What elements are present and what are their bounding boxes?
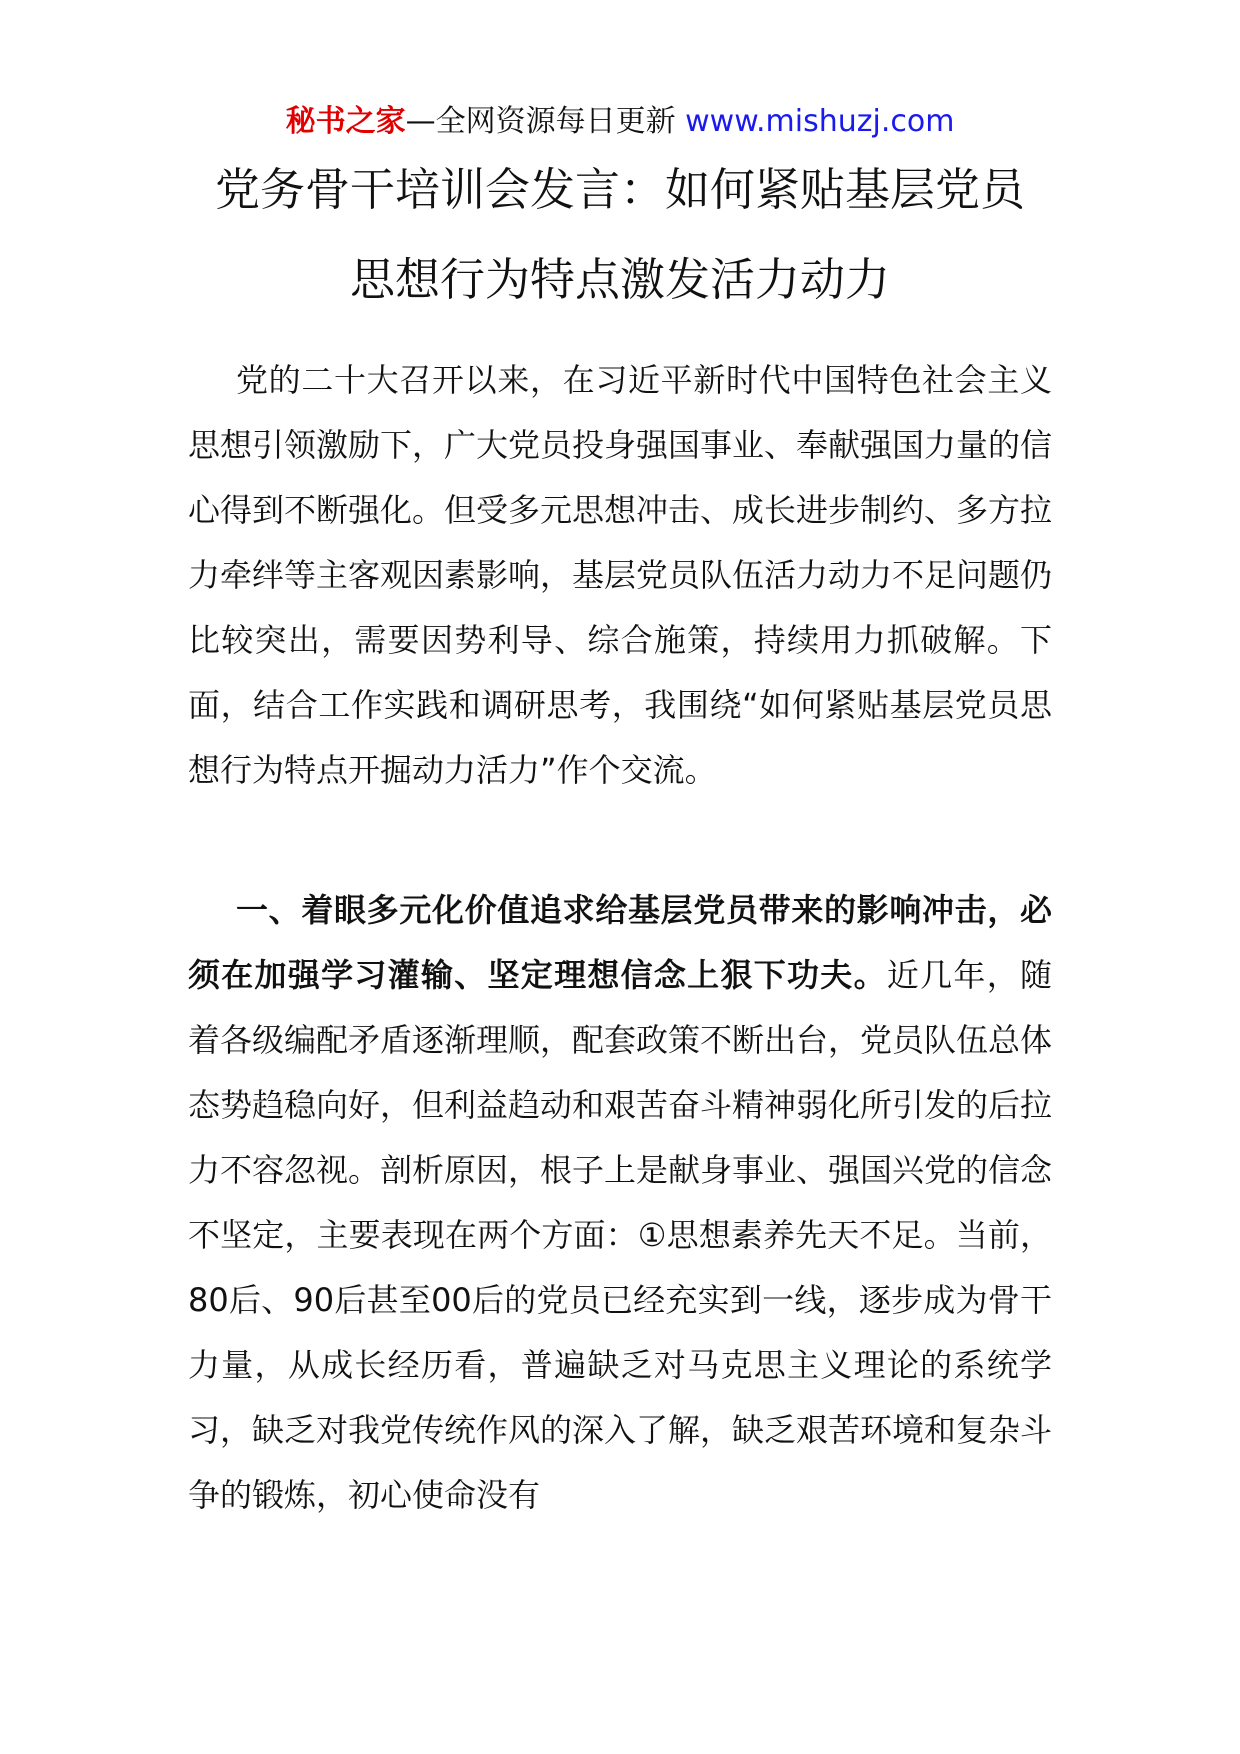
document-title-line-2: 思想行为特点激发活力动力 bbox=[349, 253, 890, 306]
header-url-link[interactable]: www.mishuzj.com bbox=[685, 104, 955, 139]
section-1-body: 近几年，随着各级编配矛盾逐渐理顺，配套政策不断出台，党员队伍总体态势趋稳向好，但利益趋动和艰苦奋斗精神弱化所引发的后拉力不容忽视。剖析原因，根子上是献身事业、强国兴党的信念不坚定，主要表现在两个方面：①思想素养先天不足。当前，80后、90后甚至00后的党员已经充实到一线，逐步成为骨干力量，从成长经历看，普遍缺乏对马克思主义理论的系统学习，缺乏对我党传统作风的深入了解，缺乏艰苦环境和复杂斗争的锻炼，初心使命没有 bbox=[188, 956, 1053, 1514]
watermark-header bbox=[0, 100, 1240, 144]
document-title-line-1: 党务骨干培训会发言：如何紧贴基层党员 bbox=[214, 163, 1025, 216]
brand-name: 秘书之家 bbox=[285, 104, 406, 139]
header-tagline: —全网资源每日更新 bbox=[405, 104, 676, 139]
section-1-paragraph bbox=[188, 878, 1052, 1528]
intro-paragraph: 党的二十大召开以来，在习近平新时代中国特色社会主义思想引领激励下，广大党员投身强国事业、奉献强国力量的信心得到不断强化。但受多元思想冲击、成长进步制约、多方拉力牵绊等主客观因素影响，基层党员队伍活力动力不足问题仍比较突出，需要因势利导、综合施策，持续用力抓破解。下面，结合工作实践和调研思考，我围绕“如何紧贴基层党员思想行为特点开掘动力活力”作个交流。 bbox=[188, 361, 1053, 789]
section-1-heading: 一、着眼多元化价值追求给基层党员带来的影响冲击，必须在加强学习灌输、坚定理想信念上狠下功夫。 bbox=[188, 891, 1052, 994]
